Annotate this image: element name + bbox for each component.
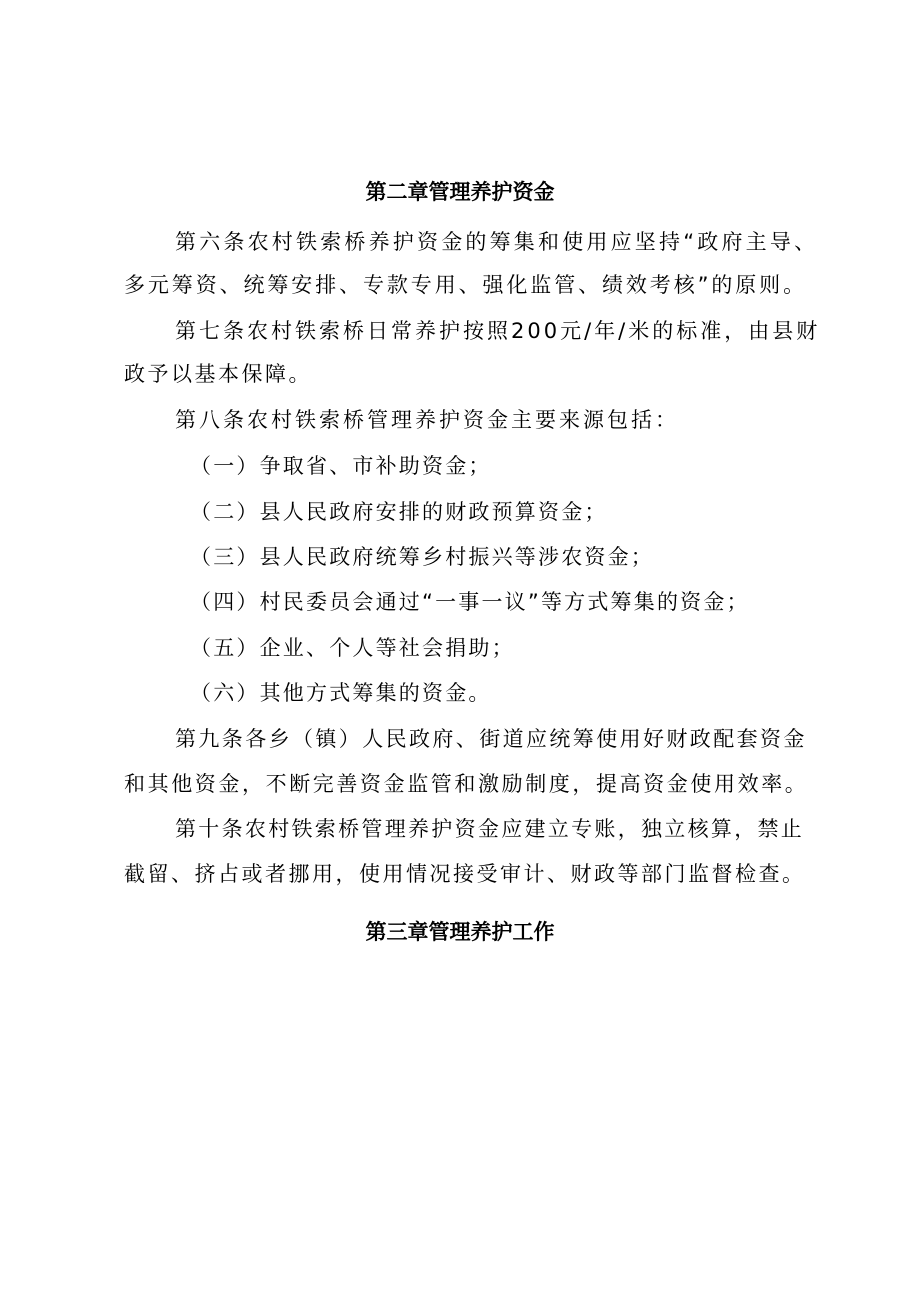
article-10-line-1: 第十条农村铁索桥管理养护资金应建立专账，独立核算，禁止: [175, 817, 805, 841]
article-8-item-1: （一）争取省、市补助资金；: [190, 454, 492, 478]
article-8-item-5: （五）企业、个人等社会捐助；: [190, 636, 515, 660]
chapter-3-heading: 第三章管理养护工作: [365, 920, 555, 944]
article-8-item-4: （四）村民委员会通过“一事一议”等方式筹集的资金；: [190, 590, 750, 614]
article-7-line-2: 政予以基本保障。: [124, 362, 312, 386]
article-8-item-2: （二）县人民政府安排的财政预算资金；: [190, 500, 608, 524]
article-9-line-2: 和其他资金，不断完善资金监管和激励制度，提高资金使用效率。: [124, 772, 809, 796]
article-9-line-1: 第九条各乡（镇）人民政府、街道应统筹使用好财政配套资金: [175, 727, 807, 751]
article-7-line-1: 第七条农村铁索桥日常养护按照200元/年/米的标准，由县财: [175, 319, 821, 343]
article-10-line-2: 截留、挤占或者挪用，使用情况接受审计、财政等部门监督检查。: [124, 862, 806, 886]
chapter-2-heading: 第二章管理养护资金: [365, 180, 555, 204]
article-8-intro: 第八条农村铁索桥管理养护资金主要来源包括：: [175, 408, 679, 432]
article-8-item-6: （六）其他方式筹集的资金。: [190, 681, 492, 705]
article-6-line-2: 多元筹资、统筹安排、专款专用、强化监管、绩效考核”的原则。: [124, 273, 807, 297]
article-8-item-3: （三）县人民政府统筹乡村振兴等涉农资金；: [190, 545, 654, 569]
article-6-line-1: 第六条农村铁索桥养护资金的筹集和使用应坚持“政府主导、: [175, 230, 819, 254]
